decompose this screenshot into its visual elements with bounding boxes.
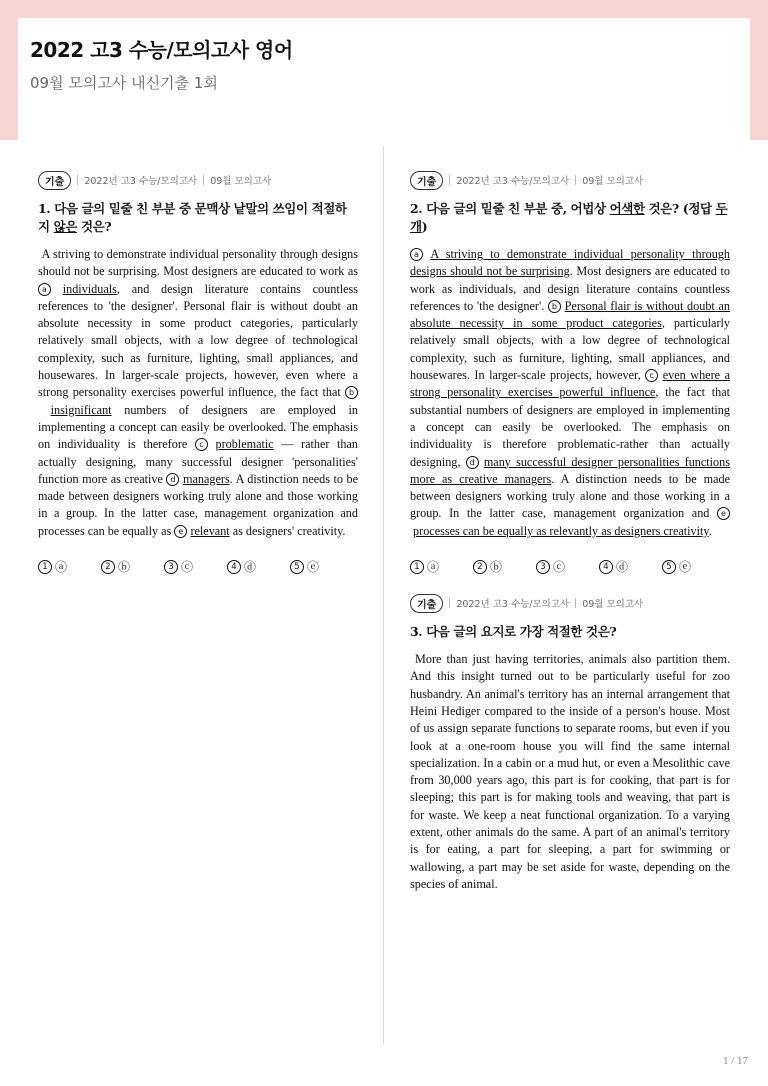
meta-separator bbox=[449, 598, 450, 608]
question-title: 1. 다음 글의 밑줄 친 부분 중 문맥상 낱말의 쓰임이 적절하지 않은 것은? bbox=[38, 201, 347, 234]
meta-separator bbox=[77, 175, 78, 185]
choice-1[interactable]: 1 ⓐ bbox=[410, 558, 473, 575]
marker-d: d bbox=[466, 456, 479, 469]
marker-c: c bbox=[645, 369, 658, 382]
answer-choices bbox=[410, 558, 730, 575]
marker-b: b bbox=[548, 300, 561, 313]
meta-exam: 2022년 고3 수능/모의고사 bbox=[456, 599, 570, 611]
question-title: 2. 다음 글의 밑줄 친 부분 중, 어법상 어색한 것은? (정답 두 개) bbox=[410, 201, 728, 234]
marker-e: e bbox=[174, 525, 187, 538]
question-title: 3. 다음 글의 요지로 가장 적절한 것은? bbox=[410, 624, 617, 640]
document-subtitle: 09월 모의고사 내신기출 1회 bbox=[30, 74, 218, 92]
choice-3[interactable]: 3 ⓒ bbox=[536, 558, 599, 575]
choice-2[interactable]: 2 ⓑ bbox=[101, 558, 164, 575]
marker-b: b bbox=[345, 386, 358, 399]
question-1 bbox=[38, 170, 358, 575]
question-passage: A striving to demonstrate individual personality through designs should not be surprising. Most designers are educated to work as a individuals, and design literature contains countless references to 'the designer'. Personal flair is without doubt an absolute necessity in some product categories, particularly relatively small objects, with a low degree of technological complexity, such as furniture, lighting, small appliances, and housewares. In larger-scale projects, however, even where a strong personality exercises powerful influence, the fact that b insignificant numbers of designers are employed in implementing a concept can easily be overlooked. The emphasis on individuality is therefore c problematic — rather than actually designing, many successful designer 'personalities' function more as creative d managers. A distinction needs to be made between designers working truly alone and those working in a group. In the latter case, management organization and processes can be equally as e relevant as designers' creativity. bbox=[38, 247, 359, 538]
tag-badge: 기출 bbox=[38, 171, 71, 190]
right-column bbox=[410, 170, 730, 893]
choice-2[interactable]: 2 ⓑ bbox=[473, 558, 536, 575]
question-meta bbox=[38, 170, 358, 190]
question-meta bbox=[410, 593, 730, 613]
answer-choices bbox=[38, 558, 358, 575]
meta-month: 09월 모의고사 bbox=[210, 176, 272, 187]
choice-4[interactable]: 4 ⓓ bbox=[599, 558, 662, 575]
choice-1[interactable]: 1 ⓐ bbox=[38, 558, 101, 575]
marker-d: d bbox=[166, 473, 179, 486]
meta-separator bbox=[203, 175, 204, 185]
question-meta bbox=[410, 170, 730, 190]
document-title: 2022 고3 수능/모의고사 영어 bbox=[30, 38, 293, 62]
choice-5[interactable]: 5 ⓔ bbox=[290, 558, 353, 575]
marker-c: c bbox=[195, 438, 208, 451]
meta-month: 09월 모의고사 bbox=[582, 599, 644, 611]
tag-badge: 기출 bbox=[410, 171, 443, 190]
meta-exam: 2022년 고3 수능/모의고사 bbox=[456, 176, 570, 187]
meta-separator bbox=[449, 175, 450, 185]
meta-separator bbox=[575, 598, 576, 608]
choice-4[interactable]: 4 ⓓ bbox=[227, 558, 290, 575]
marker-e: e bbox=[717, 507, 730, 520]
page-number: 1 / 17 bbox=[722, 1055, 748, 1067]
meta-exam: 2022년 고3 수능/모의고사 bbox=[84, 176, 198, 187]
meta-separator bbox=[575, 175, 576, 185]
choice-3[interactable]: 3 ⓒ bbox=[164, 558, 227, 575]
choice-5[interactable]: 5 ⓔ bbox=[662, 558, 725, 575]
marker-a: a bbox=[38, 283, 51, 296]
question-3 bbox=[410, 593, 730, 893]
marker-a: a bbox=[410, 248, 423, 261]
tag-badge: 기출 bbox=[410, 594, 443, 613]
question-2 bbox=[410, 170, 730, 575]
question-passage: More than just having territories, animals also partition them. And this insight turned out to be particularly useful for zoo husbandry. An animal's territory has an internal arrangement that Heini Hediger compared to the inside of a person's house. Most of us assign separate functions to separate rooms, but even if you look at a one-room house you will find the same internal specialization. In a cabin or a mud hut, or even a Mesolithic cave from 30,000 years ago, this part is for cooking, that part is for sleeping; this part is for making tools and weaving, that part is for waste. We keep a neat functional organization. To a varying extent, other animals do the same. A part of an animal's territory is for eating, a part for sleeping, a part for swimming or wallowing, a part may be set aside for waste, depending on the species of animal. bbox=[410, 652, 731, 891]
meta-month: 09월 모의고사 bbox=[582, 176, 644, 187]
column-divider bbox=[383, 146, 384, 1044]
question-passage: a A striving to demonstrate individual personality through designs should not be surprising. Most designers are educated to work as individuals, and design literature contains countless references to 'the designer'. b Personal flair is without doubt an absolute necessity in some product categories, particularly relatively small objects, with a low degree of technological complexity, such as furniture, lighting, small appliances, and housewares. In larger-scale projects, however, c even where a strong personality exercises powerful influence, the fact that substantial numbers of designers are employed in implementing a concept can easily be overlooked. The emphasis on individuality is therefore problematic-rather than actually designing, d many successful designer personalities functions more as creative managers. A distinction needs to be made between designers working truly alone and those working in a group. In the latter case, management organization and e processes can be equally as relevantly as designers creativity. bbox=[410, 247, 731, 538]
